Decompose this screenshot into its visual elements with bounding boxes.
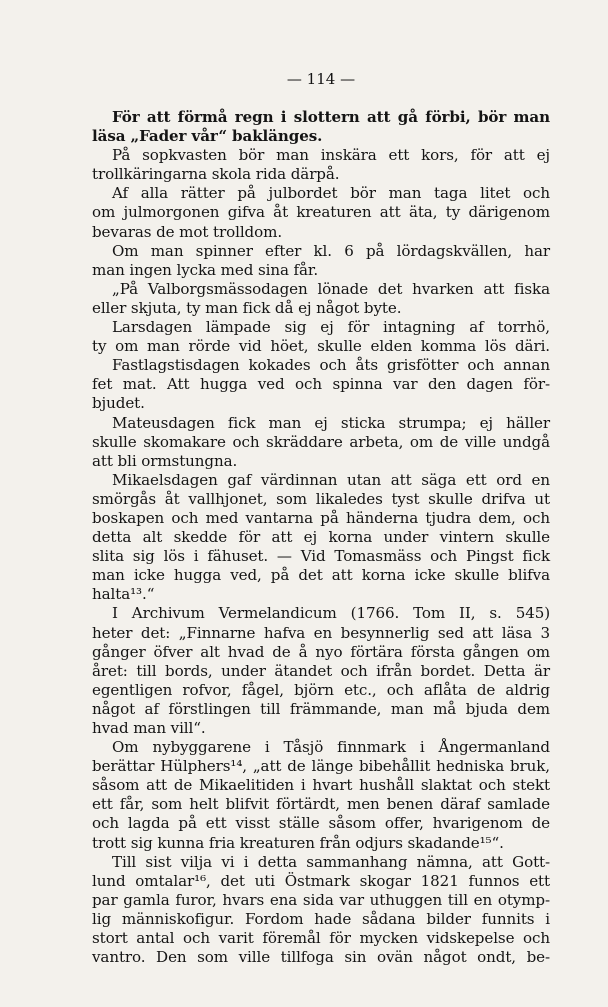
text-line: Mikaelsdagen gaf värdinnan utan att säga ett ord en [112, 470, 550, 489]
text-line: halta¹³.“ [92, 585, 155, 604]
text-line: man icke hugga ved, på det att korna icke skulle blifva [92, 566, 550, 585]
text-line: Om nybyggarene i Tåsjö finnmark i Ångermanland [112, 738, 550, 757]
text-line: Till sist vilja vi i detta sammanhang nämna, att Gott- [112, 852, 550, 871]
text-line: „På Valborgsmässodagen lönade det hvarken att fiska [112, 279, 550, 298]
text-line: slita sig lös i fähuset. — Vid Tomasmäss och Pingst fick [92, 547, 550, 566]
text-line: året: till bords, under ätandet och ifrån bordet. Detta är [92, 661, 550, 680]
text-line: skulle skomakare och skräddare arbeta, om de ville undgå [92, 432, 550, 451]
text-line: ty om man rörde vid höet, skulle elden komma lös däri. [92, 337, 550, 356]
text-line: gånger öfver alt hvad de å nyo förtära första gången om [92, 642, 550, 661]
text-line: egentligen rofvor, fågel, björn etc., och aflåta de aldrig [92, 680, 550, 699]
text-line: Af alla rätter på julbordet bör man taga litet och [112, 184, 550, 203]
text-line: eller skjuta, ty man fick då ej något byte. [92, 298, 402, 317]
text-line: Mateusdagen fick man ej sticka strumpa; ej häller [112, 413, 550, 432]
text-line: I Archivum Vermelandicum (1766. Tom II, s. 545) [112, 604, 550, 623]
text-line: hvad man vill“. [92, 719, 206, 737]
text-line: bevaras de mot trolldom. [92, 222, 283, 241]
text-line: För att förmå regn i slottern att gå förbi, bör man [112, 108, 550, 126]
text-line: vantro. Den som ville tillfoga sin ovän något ondt, be- [92, 948, 550, 967]
text-line: läsa „Fader vår“ baklänges. [92, 127, 323, 146]
text-line: man ingen lycka med sina får. [92, 260, 319, 279]
text-line: trott sig kunna fria kreaturen från odjurs skadande¹⁵“. [92, 833, 504, 852]
text-line: boskapen och med vantarna på händerna tjudra dem, och [92, 508, 550, 527]
text-line: något af förstlingen till främmande, man må bjuda dem [92, 699, 550, 718]
text-line: smörgås åt vallhjonet, som likaledes tyst skulle drifva ut [92, 489, 550, 508]
text-line: trollkäringarna skola rida därpå. [92, 165, 340, 184]
text-line: På sopkvasten bör man inskära ett kors, för att ej [112, 146, 550, 165]
text-line: Om man spinner efter kl. 6 på lördagskvällen, har [112, 241, 550, 260]
text-line: heter det: „Finnarne hafva en besynnerlig sed att läsa 3 [92, 623, 550, 642]
text-line: ett får, som helt blifvit förtärdt, men benen däraf samlade [92, 795, 550, 814]
text-line: Larsdagen lämpade sig ej för intagning af torrhö, [112, 318, 550, 337]
page-number: — 114 — [286, 70, 356, 88]
text-line: såsom att de Mikaelitiden i hvart hushåll slaktat och stekt [92, 776, 550, 795]
text-line: lig människofigur. Fordom hade sådana bilder funnits i [92, 909, 550, 928]
text-line: om julmorgonen gifva åt kreaturen att äta, ty därigenom [92, 203, 550, 222]
text-line: par gamla furor, hvars ena sida var uthuggen till en otymp- [92, 890, 550, 909]
text-line: detta alt skedde för att ej korna under vintern skulle [92, 528, 550, 547]
text-line: lund omtalar¹⁶, det uti Östmark skogar 1821 funnos ett [92, 871, 550, 890]
text-line: berättar Hülphers¹⁴, „att de länge bibehållit hedniska bruk, [92, 757, 550, 776]
text-line: Fastlagstisdagen kokades och åts grisfötter och annan [112, 356, 550, 375]
text-line: och lagda på ett visst ställe såsom offer, hvarigenom de [92, 814, 550, 833]
text-line: stort antal och varit föremål för mycken vidskepelse och [92, 929, 550, 948]
text-line: fet mat. Att hugga ved och spinna var den dagen för- [92, 375, 550, 394]
body-text [92, 108, 550, 967]
text-line: att bli ormstungna. [92, 451, 238, 470]
text-line: bjudet. [92, 394, 145, 413]
